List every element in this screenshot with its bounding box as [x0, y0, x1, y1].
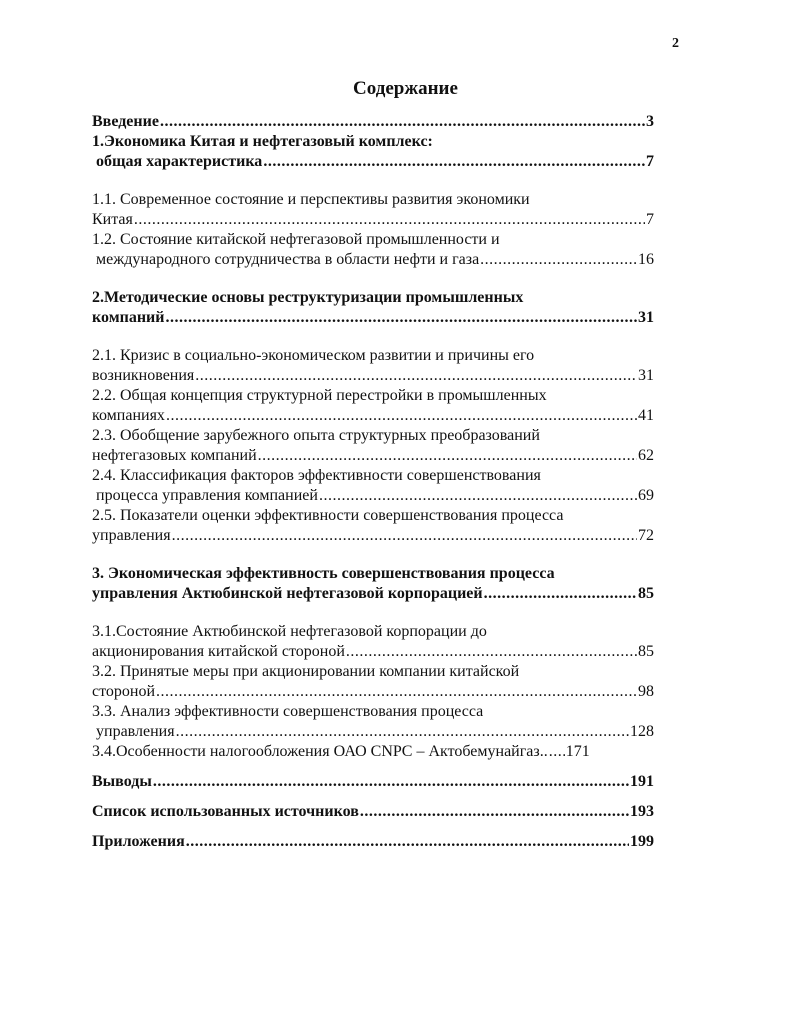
toc-entry-page: 62: [638, 447, 654, 464]
toc-entry-conclusions: [92, 772, 654, 792]
toc-entry-label-cont: управления Актюбинской нефтегазовой корпорацией: [92, 585, 483, 602]
toc-entry-page: 171: [565, 743, 590, 760]
toc-leader-dots: [153, 772, 629, 792]
toc-entry-label-cont: стороной: [92, 683, 156, 700]
toc-entry-chapter-1: [92, 132, 654, 172]
toc-entry-label-cont: процесса управления компанией: [96, 487, 318, 504]
toc-leader-dots: [549, 742, 565, 762]
page-number: 2: [672, 36, 679, 51]
toc-entry-page: 69: [638, 487, 654, 504]
toc-leader-dots: [480, 250, 637, 270]
toc-entry-label: 2.4. Классификация факторов эффективности совершенствования: [92, 467, 541, 484]
toc-entry-label-cont: компаний: [92, 309, 165, 326]
toc-entry-page: 3: [646, 113, 654, 130]
toc-entry-label: 2.5. Показатели оценки эффективности совершенствования процесса: [92, 507, 564, 524]
toc-entry-page: 72: [638, 527, 654, 544]
toc-leader-dots: [156, 682, 637, 702]
toc-leader-dots: [484, 584, 637, 604]
toc-entry-chapter-2: [92, 288, 654, 328]
toc-entry-label-cont: управления: [92, 527, 171, 544]
toc-entry-2-5: [92, 506, 654, 546]
toc-leader-dots: [195, 366, 637, 386]
toc-entry-2-3: [92, 426, 654, 466]
toc-entry-label-cont: компаниях: [92, 407, 165, 424]
toc-entry-page: 16: [638, 251, 654, 268]
toc-entry-label: 2.3. Обобщение зарубежного опыта структурных преобразований: [92, 427, 540, 444]
toc-entry-1-1: [92, 190, 654, 230]
toc-entry-label: 2.1. Кризис в социально-экономическом развитии и причины его: [92, 347, 535, 364]
toc-entry-chapter-3: [92, 564, 654, 604]
toc-leader-dots: [166, 406, 637, 426]
toc-entry-label: 3.2. Принятые меры при акционировании компании китайской: [92, 663, 520, 680]
toc-entry-label: 2.2. Общая концепция структурной перестройки в промышленных: [92, 387, 547, 404]
toc-entry-2-4: [92, 466, 654, 506]
toc-entry-1-2: [92, 230, 654, 270]
toc-leader-dots: [134, 210, 645, 230]
toc-entry-label: 1.Экономика Китая и нефтегазовый комплекс:: [92, 133, 433, 150]
toc-entry-page: 98: [638, 683, 654, 700]
toc-entry-3-4: [92, 742, 654, 762]
toc-entry-page: 85: [638, 585, 654, 602]
toc-entry-label: Введение: [92, 113, 159, 130]
toc-entry-label-cont: возникновения: [92, 367, 195, 384]
toc-entry-label: Приложения: [92, 833, 185, 850]
toc-entry-label-cont: нефтегазовых компаний: [92, 447, 257, 464]
toc-entry-3-3: [92, 702, 654, 742]
toc-entry-label-cont: управления: [96, 723, 175, 740]
toc-entry-page: 31: [638, 367, 654, 384]
toc-entry-label: 2.Методические основы реструктуризации промышленных: [92, 289, 524, 306]
toc-entry-page: 31: [638, 309, 654, 326]
toc-entry-page: 193: [630, 803, 654, 820]
toc-entry-label: 1.1. Современное состояние и перспективы развития экономики: [92, 191, 530, 208]
toc-entry-label: 3.1.Состояние Актюбинской нефтегазовой корпорации до: [92, 623, 487, 640]
toc-entry-page: 199: [630, 833, 654, 850]
page-title: Содержание: [353, 78, 458, 99]
toc-leader-dots: [186, 832, 629, 852]
toc-entry-page: 7: [646, 153, 654, 170]
table-of-contents: [92, 112, 654, 852]
toc-entry-label: 3.4.Особенности налогообложения ОАО CNPC – Актобемунайгаз..: [92, 743, 548, 760]
toc-entry-label-cont: Китая: [92, 211, 133, 228]
toc-entry-2-2: [92, 386, 654, 426]
toc-leader-dots: [160, 112, 645, 132]
toc-entry-label-cont: международного сотрудничества в области нефти и газа: [96, 251, 480, 268]
toc-entry-sources: [92, 802, 654, 822]
toc-leader-dots: [319, 486, 637, 506]
toc-entry-label: 1.2. Состояние китайской нефтегазовой промышленности и: [92, 231, 500, 248]
toc-entry-page: 7: [646, 211, 654, 228]
toc-entry-label: 3. Экономическая эффективность совершенствования процесса: [92, 565, 555, 582]
toc-entry-2-1: [92, 346, 654, 386]
toc-leader-dots: [176, 722, 629, 742]
toc-entry-3-1: [92, 622, 654, 662]
toc-entry-page: 41: [638, 407, 654, 424]
toc-entry-page: 191: [630, 773, 654, 790]
toc-entry-appendix: [92, 832, 654, 852]
toc-entry-page: 128: [630, 723, 654, 740]
toc-entry-intro: [92, 112, 654, 132]
toc-entry-3-2: [92, 662, 654, 702]
toc-entry-label: 3.3. Анализ эффективности совершенствования процесса: [92, 703, 484, 720]
toc-leader-dots: [165, 308, 637, 328]
toc-entry-label-cont: акционирования китайской стороной: [92, 643, 345, 660]
toc-leader-dots: [263, 152, 645, 172]
toc-leader-dots: [360, 802, 629, 822]
toc-entry-label: Список использованных источников: [92, 803, 359, 820]
toc-entry-page: 85: [638, 643, 654, 660]
toc-entry-label-cont: общая характеристика: [96, 153, 263, 170]
toc-leader-dots: [172, 526, 637, 546]
toc-entry-label: Выводы: [92, 773, 152, 790]
toc-leader-dots: [258, 446, 637, 466]
toc-leader-dots: [346, 642, 637, 662]
